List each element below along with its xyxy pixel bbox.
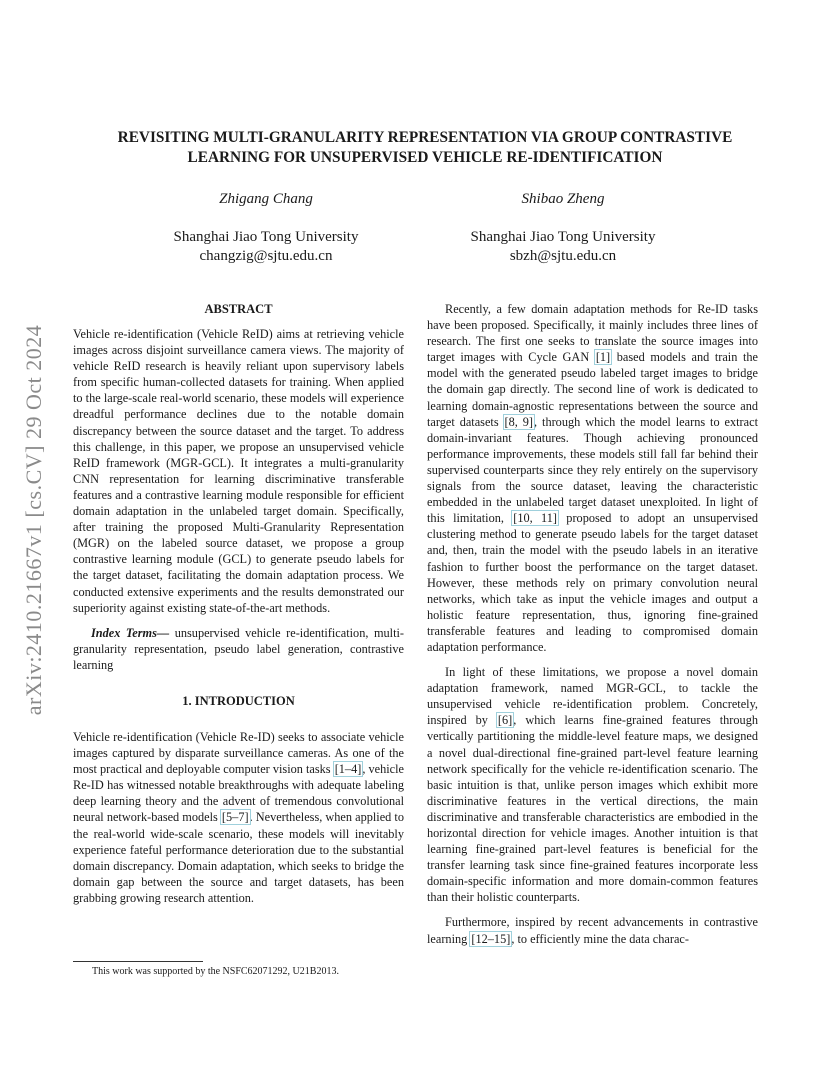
author-name: Zhigang Chang (219, 191, 313, 207)
left-column (73, 301, 404, 906)
author-name: Shibao Zheng (521, 191, 605, 207)
author-block-2 (423, 189, 703, 266)
index-terms-label: Index Terms— (91, 625, 170, 640)
author-email: sbzh@sjtu.edu.cn (509, 248, 617, 264)
text-run: proposed to adopt an unsupervised clustering method to generate pseudo labels for the target dataset and, then, train the model with the pseudo labels in an iterative fashion to further boost the performance on the target dataset. However, these methods rely on primary convolution neural networks, which take as input the vehicle images and output a holistic feature representation, thus, ignoring fine-grained transferable features and leading to compromised domain adaptation performance. (427, 511, 758, 654)
funding-footnote: This work was supported by the NSFC62071292, U21B2013. (92, 966, 339, 977)
right-column (427, 301, 758, 947)
text-run: . Nevertheless, when applied to the real-world wide-scale scenario, these models will inevitably experience fateful performance deterioration due to the substantial domain discrepancy. Domain adaptation, which seeks to bridge the domain gap between the source and target datasets, has been grabbing growing research attention. (73, 810, 404, 905)
citation-link[interactable]: [8, 9] (504, 414, 534, 429)
text-run: based models and train the model with the generated pseudo labeled target images to bridge the domain gap directly. The second line of work is dedicated to learning domain-agnostic representations between the source and target datasets (427, 350, 758, 429)
citation-link[interactable]: [5–7] (221, 810, 249, 825)
text-run: , vehicle Re-ID has witnessed notable breakthroughs with adequate labeling deep learning theory and the advent of tremendous convolutional neural network-based models (73, 762, 404, 825)
introduction-heading: 1. INTRODUCTION (182, 693, 295, 708)
title-line-2: LEARNING FOR UNSUPERVISED VEHICLE RE-IDENTIFICATION (187, 149, 663, 166)
text-run: , to efficiently mine the data charac- (511, 931, 689, 946)
intro-paragraph-3 (427, 664, 758, 905)
text-run: In light of these limitations, we propose a novel domain adaptation framework, named MGR-GCL, to tackle the unsupervised vehicle re-identification problem. Concretely, inspired by (427, 665, 758, 728)
index-terms-text: unsupervised vehicle re-identification, multi-granularity representation, pseudo label generation, contrastive learning (73, 625, 405, 672)
abstract-text: Vehicle re-identification (Vehicle ReID) aims at retrieving vehicle images across disjoint surveillance camera views. The majority of vehicle ReID research is heavily reliant upon supervisory labels from specific human-collected datasets for training. When applied to the large-scale real-world scenario, these models will experience dreadful performance declines due to the notable domain discrepancy between the source dataset and the target. To address this challenge, in this paper, we propose an unsupervised vehicle ReID framework (MGR-GCL). It integrates a multi-granularity CNN representation for learning discriminative transferable features and a contrastive learning module responsible for efficient domain adaptation in the unlabeled target domain. Specifically, after training the proposed Multi-Granularity Representation (MGR) on the labeled source dataset, we propose a group contrastive learning module (GCL) to generate pseudo labels for the target dataset, facilitating the domain adaptation process. We conducted extensive experiments and the results demonstrated our superiority against existing state-of-the-art methods. (73, 327, 404, 615)
citation-link[interactable]: [1–4] (334, 762, 362, 777)
text-run: Furthermore, inspired by recent advancements in contrastive learning (427, 915, 758, 946)
citation-link[interactable]: [6] (497, 713, 513, 728)
title-line-1: REVISITING MULTI-GRANULARITY REPRESENTATION VIA GROUP CONTRASTIVE (117, 129, 733, 146)
citation-link[interactable]: [10, 11] (513, 511, 557, 526)
index-terms (73, 625, 404, 673)
author-block-1 (126, 189, 406, 266)
author-affiliation: Shanghai Jiao Tong University (470, 229, 656, 245)
text-run: Vehicle re-identification (Vehicle Re-ID) seeks to associate vehicle images captured by disparate surveillance cameras. As one of the most practical and deployable computer vision tasks (73, 729, 404, 777)
footnote-rule (73, 961, 203, 962)
citation-link[interactable]: [1] (595, 350, 611, 365)
intro-paragraph-1 (73, 729, 404, 906)
author-affiliation: Shanghai Jiao Tong University (173, 229, 359, 245)
text-run: , through which the model learns to extract domain-invariant features. Though achieving pronounced performance improvements, these models still fall far behind their supervised counterparts since they rely entirely on the supervisory signals from the source dataset, leaving the characteristic embedded in the unlabeled target dataset unexploited. In light of this limitation, (427, 414, 758, 526)
intro-paragraph-4 (427, 914, 758, 946)
intro-paragraph-2 (427, 301, 758, 655)
abstract-heading: ABSTRACT (204, 302, 273, 316)
text-run: Recently, a few domain adaptation methods for Re-ID tasks have been proposed. Specifically, it mainly includes three lines of research. The first one seeks to translate the source images into target images with Cycle GAN (427, 302, 758, 365)
author-email: changzig@sjtu.edu.cn (199, 248, 333, 264)
arxiv-identifier: arXiv:2410.21667v1 [cs.CV] 29 Oct 2024 (21, 324, 46, 716)
text-run: , which learns fine-grained features through vertically partitioning the middle-level feature maps, we designed a novel dual-directional fine-grained part-level feature learning network specifically for the vehicle re-identification scenario. The basic intuition is that, unlike person images which exhibit more discriminative features in the vertical directions, the main discriminative and transferable characteristics are embodied in the horizontal direction for vehicle images. Another intuition is that learning fine-grained part-level features is beneficial for the transfer learning task since fine-grained features incorporate less domain-specific information and more domain-common features than their holistic counterparts. (427, 713, 758, 905)
citation-link[interactable]: [12–15] (471, 931, 511, 946)
paper-title (90, 128, 760, 168)
